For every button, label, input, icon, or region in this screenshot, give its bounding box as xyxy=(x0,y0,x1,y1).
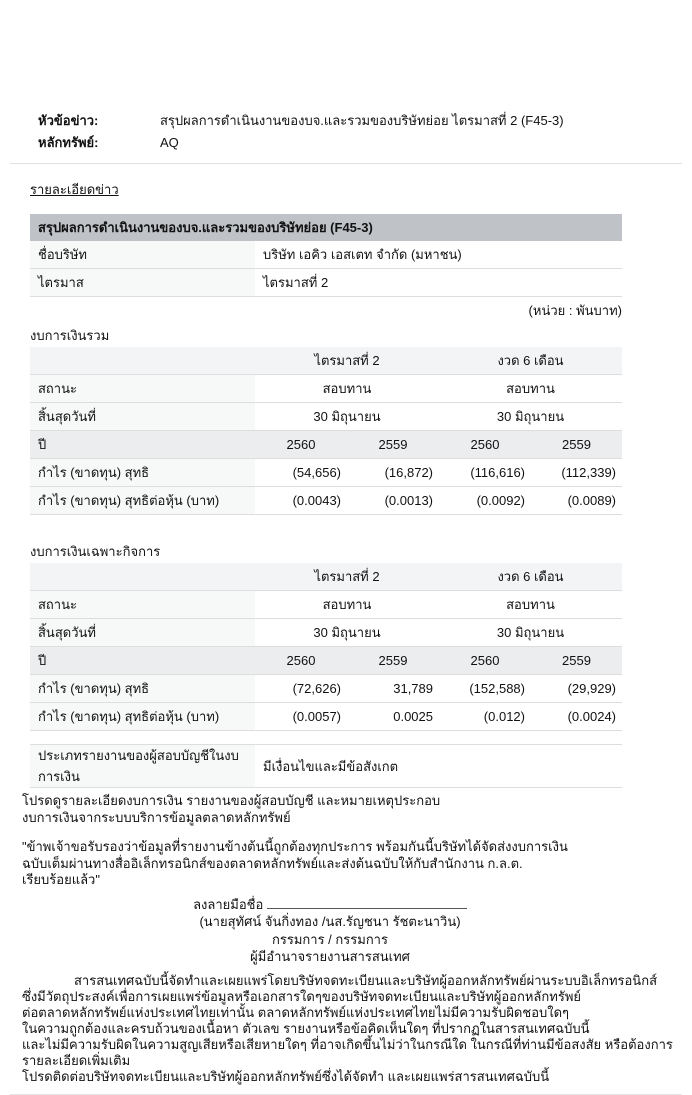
table-row xyxy=(30,563,622,591)
status-value: สอบทาน xyxy=(255,375,439,403)
auditor-report-table xyxy=(30,744,622,788)
certification-line: "ข้าพเจ้าขอรับรองว่าข้อมูลที่รายงานข้างต้นนี้ถูกต้องทุกประการ พร้อมกันนี้บริษัทได้จัดส่งงบการเงิน xyxy=(22,839,568,854)
consolidated-table xyxy=(30,347,622,515)
disclaimer-line: สารสนเทศฉบับนี้จัดทำและเผยแพร่โดยบริษัทจดทะเบียนและบริษัทผู้ออกหลักทรัพย์ผ่านระบบอิเล็กทรอนิกส์ xyxy=(74,972,658,988)
sign-label: ลงลายมือชื่อ xyxy=(193,896,264,912)
ending-date-value: 30 มิถุนายน xyxy=(439,619,622,647)
quarter-label: ไตรมาส xyxy=(30,269,255,297)
security-row xyxy=(38,132,692,154)
net-profit-value: (116,616) xyxy=(439,459,531,487)
ending-date-value: 30 มิถุนายน xyxy=(255,619,439,647)
security-label: หลักทรัพย์: xyxy=(38,135,99,150)
eps-value: (0.0057) xyxy=(255,703,347,731)
notes-line: โปรดดูรายละเอียดงบการเงิน รายงานของผู้สอบบัญชี และหมายเหตุประกอบ xyxy=(22,793,441,808)
eps-value: (0.0013) xyxy=(347,487,439,515)
year-value: 2559 xyxy=(347,431,439,459)
disclaimer-line: โปรดติดต่อบริษัทจดทะเบียนและบริษัทผู้ออกหลักทรัพย์ซึ่งได้จัดทำ และเผยแพร่สารสนเทศฉบับนี้ xyxy=(22,1068,550,1084)
empty-cell xyxy=(30,563,255,591)
ending-date-value: 30 มิถุนายน xyxy=(439,403,622,431)
company-name-label: ชื่อบริษัท xyxy=(30,241,255,269)
signature-block xyxy=(20,896,640,966)
spacer xyxy=(30,515,622,535)
status-value: สอบทาน xyxy=(439,591,622,619)
net-profit-label: กำไร (ขาดทุน) สุทธิ xyxy=(30,459,255,487)
year-value: 2559 xyxy=(531,431,622,459)
footer-divider xyxy=(10,1094,682,1095)
year-label: ปี xyxy=(30,647,255,675)
col-group-period: งวด 6 เดือน xyxy=(439,563,622,591)
certification-line: เรียบร้อยแล้ว" xyxy=(22,872,100,887)
eps-label: กำไร (ขาดทุน) สุทธิต่อหุ้น (บาท) xyxy=(30,703,255,731)
header-divider xyxy=(10,163,682,164)
notes-line: งบการเงินจากระบบบริการข้อมูลตลาดหลักทรัพย์ xyxy=(22,809,291,825)
signatory-names: (นายสุทัศน์ จันกิ่งทอง /นส.รัญชนา รัชตะนาวิน) xyxy=(199,914,461,929)
quarter-value: ไตรมาสที่ 2 xyxy=(255,269,622,297)
net-profit-value: (16,872) xyxy=(347,459,439,487)
table-row xyxy=(30,591,622,619)
table-row xyxy=(30,459,622,487)
col-group-period: งวด 6 เดือน xyxy=(439,347,622,375)
auditor-report-label: ประเภทรายงานของผู้สอบบัญชีในงบการเงิน xyxy=(30,745,255,788)
certification-line: ฉบับเต็มผ่านทางสื่ออิเล็กทรอนิกส์ของตลาดหลักทรัพย์และส่งต้นฉบับให้กับสำนักงาน ก.ล.ต. xyxy=(22,855,523,871)
net-profit-label: กำไร (ขาดทุน) สุทธิ xyxy=(30,675,255,703)
status-value: สอบทาน xyxy=(255,591,439,619)
company-name-value: บริษัท เอคิว เอสเตท จำกัด (มหาชน) xyxy=(255,241,622,269)
year-value: 2559 xyxy=(347,647,439,675)
eps-value: (0.0092) xyxy=(439,487,531,515)
eps-value: (0.0024) xyxy=(531,703,622,731)
report-title-bar: สรุปผลการดำเนินงานของบจ.และรวมของบริษัทย่อย (F45-3) xyxy=(30,214,622,241)
section-title-separate: งบการเงินเฉพาะกิจการ xyxy=(30,544,161,559)
table-row xyxy=(30,347,622,375)
eps-value: (0.0089) xyxy=(531,487,622,515)
signatory-positions: กรรมการ / กรรมการ xyxy=(272,931,388,947)
table-row xyxy=(30,375,622,403)
col-group-quarter: ไตรมาสที่ 2 xyxy=(255,563,439,591)
eps-label: กำไร (ขาดทุน) สุทธิต่อหุ้น (บาท) xyxy=(30,487,255,515)
year-value: 2560 xyxy=(439,431,531,459)
auditor-report-value: มีเงื่อนไขและมีข้อสังเกต xyxy=(255,745,622,788)
net-profit-value: (152,588) xyxy=(439,675,531,703)
ending-date-label: สิ้นสุดวันที่ xyxy=(30,619,255,647)
security-value: AQ xyxy=(160,135,179,150)
net-profit-value: (54,656) xyxy=(255,459,347,487)
table-row xyxy=(30,619,622,647)
signature-underline xyxy=(267,908,467,909)
signature-line xyxy=(20,896,640,914)
notes-paragraph xyxy=(22,793,692,826)
table-row xyxy=(30,241,622,269)
year-value: 2560 xyxy=(255,431,347,459)
certification-paragraph xyxy=(22,839,692,889)
disclaimer-line: ในความถูกต้องและครบถ้วนของเนื้อหา ตัวเลข รายงานหรือข้อคิดเห็นใดๆ ที่ปรากฏในสารสนเทศฉบับนี้ xyxy=(22,1020,590,1036)
status-value: สอบทาน xyxy=(439,375,622,403)
signatory-authority: ผู้มีอำนาจรายงานสารสนเทศ xyxy=(250,949,410,964)
year-value: 2560 xyxy=(255,647,347,675)
news-topic-row xyxy=(38,110,692,132)
news-topic-value: สรุปผลการดำเนินงานของบจ.และรวมของบริษัทย่อย ไตรมาสที่ 2 (F45-3) xyxy=(160,113,564,128)
disclaimer-line: และไม่มีความรับผิดในความสูญเสียหรือเสียหายใดๆ ที่อาจเกิดขึ้นไม่ว่าในกรณีใด ในกรณีที่ท่านมีข้อสงสัย หรือต้องการรายละเอียดเพิ่มเติม xyxy=(22,1036,673,1068)
status-label: สถานะ xyxy=(30,591,255,619)
separate-table xyxy=(30,563,622,731)
news-details-link[interactable]: รายละเอียดข่าว xyxy=(30,182,119,197)
table-row xyxy=(30,269,622,297)
news-meta xyxy=(38,110,692,154)
net-profit-value: 31,789 xyxy=(347,675,439,703)
disclaimer-line: ซึ่งมีวัตถุประสงค์เพื่อการเผยแพร่ข้อมูลหรือเอกสารใดๆของบริษัทจดทะเบียนและบริษัทผู้ออกหลักทรัพย์ xyxy=(22,988,582,1004)
table-row xyxy=(30,647,622,675)
table-row xyxy=(30,431,622,459)
f45-report xyxy=(30,214,622,788)
net-profit-value: (72,626) xyxy=(255,675,347,703)
table-row xyxy=(30,487,622,515)
section-title-consolidated: งบการเงินรวม xyxy=(30,328,110,343)
table-row xyxy=(30,745,622,788)
year-label: ปี xyxy=(30,431,255,459)
ending-date-label: สิ้นสุดวันที่ xyxy=(30,403,255,431)
year-value: 2559 xyxy=(531,647,622,675)
table-row xyxy=(30,403,622,431)
ending-date-value: 30 มิถุนายน xyxy=(255,403,439,431)
table-row xyxy=(30,675,622,703)
net-profit-value: (29,929) xyxy=(531,675,622,703)
eps-value: 0.0025 xyxy=(347,703,439,731)
news-topic-label: หัวข้อข่าว: xyxy=(38,113,99,128)
unit-note: (หน่วย : พันบาท) xyxy=(528,303,622,318)
status-label: สถานะ xyxy=(30,375,255,403)
spacer xyxy=(30,731,622,744)
disclaimer-line: ต่อตลาดหลักทรัพย์แห่งประเทศไทยเท่านั้น ตลาดหลักทรัพย์แห่งประเทศไทยไม่มีความรับผิดชอบใดๆ xyxy=(22,1004,570,1020)
year-value: 2560 xyxy=(439,647,531,675)
empty-cell xyxy=(30,347,255,375)
eps-value: (0.012) xyxy=(439,703,531,731)
table-row xyxy=(30,703,622,731)
col-group-quarter: ไตรมาสที่ 2 xyxy=(255,347,439,375)
eps-value: (0.0043) xyxy=(255,487,347,515)
disclaimer-paragraph xyxy=(22,973,692,1085)
company-info-table xyxy=(30,241,622,297)
net-profit-value: (112,339) xyxy=(531,459,622,487)
